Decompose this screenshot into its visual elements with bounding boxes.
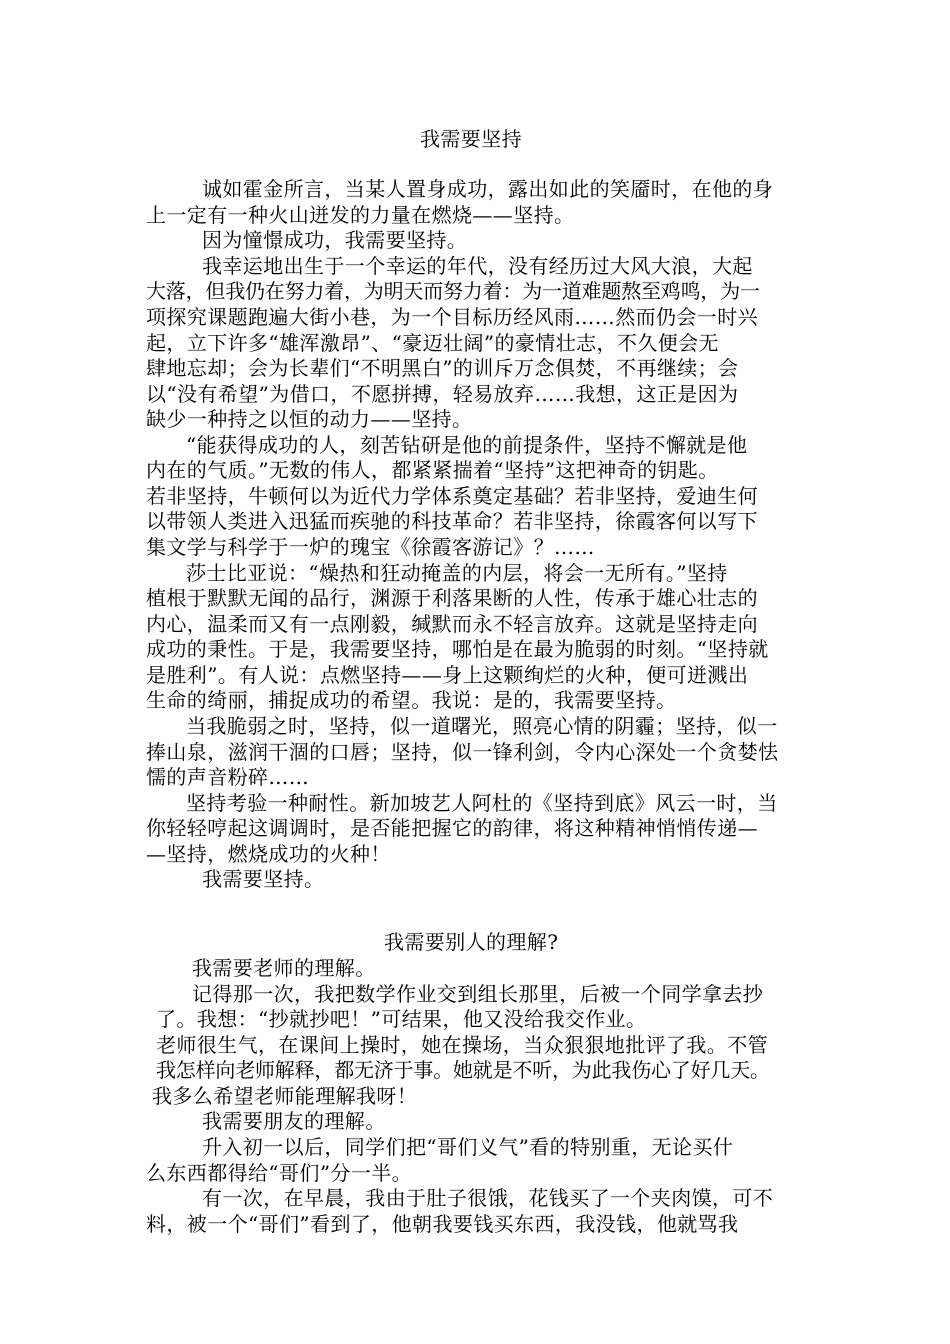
text-line: 生命的绮丽，捕捉成功的希望。我说：是的，我需要坚持。 bbox=[146, 688, 677, 712]
text-line: 内在的气质。”无数的伟人，都紧紧揣着“坚持”这把神奇的钥匙。 bbox=[146, 458, 719, 482]
text-line: 有一次，在早晨，我由于肚子很饿，花钱买了一个夹肉馍，可不 bbox=[202, 1186, 774, 1210]
text-line: 成功的秉性。于是，我需要坚持，哪怕是在最为脆弱的时刻。“坚持就 bbox=[146, 637, 769, 661]
text-line: 当我脆弱之时，坚持，似一道曙光，照亮心情的阴霾；坚持，似一 bbox=[186, 714, 778, 738]
text-line: 了。我想：“抄就抄吧！”可结果，他又没给我交作业。 bbox=[156, 1007, 647, 1031]
text-line: 坚持考验一种耐性。新加坡艺人阿杜的《坚持到底》风云一时，当 bbox=[186, 791, 778, 815]
text-line: 记得那一次，我把数学作业交到组长那里，后被一个同学拿去抄 bbox=[192, 982, 764, 1006]
text-line: —坚持，燃烧成功的火种！ bbox=[146, 842, 391, 866]
text-line: 升入初一以后，同学们把“哥们义气”看的特别重，无论买什 bbox=[202, 1135, 734, 1159]
text-line: 我怎样向老师解释，都无济于事。她就是不听，为此我伤心了好几天。 bbox=[156, 1058, 770, 1082]
text-line: 我需要朋友的理解。 bbox=[202, 1109, 386, 1133]
text-line: 起，立下许多“雄浑激昂”、“豪迈壮阔”的豪情壮志，不久便会无 bbox=[146, 331, 719, 355]
text-line: 是胜利”。有人说：点燃坚持——身上这颗绚烂的火种，便可迸溅出 bbox=[146, 663, 749, 687]
text-line: “能获得成功的人，刻苦钻研是他的前提条件，坚持不懈就是他 bbox=[186, 433, 748, 457]
text-line: 以带领人类进入迅猛而疾驰的科技革命？若非坚持，徐霞客何以写下 bbox=[146, 509, 758, 533]
text-line: 捧山泉，滋润干涸的口唇；坚持，似一锋利剑，令内心深处一个贪婪怯 bbox=[146, 740, 779, 764]
text-line: 我幸运地出生于一个幸运的年代，没有经历过大风大浪，大起 bbox=[202, 254, 753, 278]
text-line: 莎士比亚说：“燥热和狂动掩盖的内层，将会一无所有。”坚持 bbox=[186, 561, 728, 585]
essay1-title: 我需要坚持 bbox=[420, 127, 522, 151]
text-line: 内心，温柔而又有一点刚毅，缄默而永不轻言放弃。这就是坚持走向 bbox=[146, 612, 758, 636]
text-line: 上一定有一种火山迸发的力量在燃烧——坚持。 bbox=[146, 203, 575, 227]
text-line: 因为憧憬成功，我需要坚持。 bbox=[202, 228, 468, 252]
text-line: 若非坚持，牛顿何以为近代力学体系奠定基础？若非坚持，爱迪生何 bbox=[146, 484, 758, 508]
text-line: 你轻轻哼起这调调时，是否能把握它的韵律，将这种精神悄悄传递— bbox=[146, 816, 758, 840]
text-line: 以“没有希望”为借口，不愿拼搏，轻易放弃……我想，这正是因为 bbox=[146, 382, 739, 406]
essay2-title: 我需要别人的理解? bbox=[384, 930, 559, 954]
text-line: 料，被一个“哥们”看到了，他朝我要钱买东西，我没钱，他就骂我 bbox=[146, 1212, 739, 1236]
text-line: 大落，但我仍在努力着，为明天而努力着：为一道难题熬至鸡鸣，为一 bbox=[146, 279, 760, 303]
text-line: 我多么希望老师能理解我呀！ bbox=[152, 1084, 418, 1108]
text-line: 项探究课题跑遍大街小巷，为一个目标历经风雨……然而仍会一时兴 bbox=[146, 305, 758, 329]
text-line: 我需要老师的理解。 bbox=[192, 956, 376, 980]
text-line: 植根于默默无闻的品行，渊源于利落果断的人性，传承于雄心壮志的 bbox=[146, 586, 758, 610]
text-line: 缺少一种持之以恒的动力——坚持。 bbox=[146, 407, 473, 431]
text-line: 懦的声音粉碎…… bbox=[146, 765, 310, 789]
text-line: 我需要坚持。 bbox=[202, 867, 325, 891]
text-line: 么东西都得给“哥们”分一半。 bbox=[146, 1161, 413, 1185]
text-line: 诚如霍金所言，当某人置身成功，露出如此的笑靥时，在他的身 bbox=[202, 177, 774, 201]
text-line: 老师很生气，在课间上操时，她在操场，当众狠狠地批评了我。不管 bbox=[156, 1033, 768, 1057]
text-line: 肆地忘却；会为长辈们“不明黑白”的训斥万念俱焚，不再继续；会 bbox=[146, 356, 739, 380]
text-line: 集文学与科学于一炉的瑰宝《徐霞客游记》？…… bbox=[146, 535, 595, 559]
